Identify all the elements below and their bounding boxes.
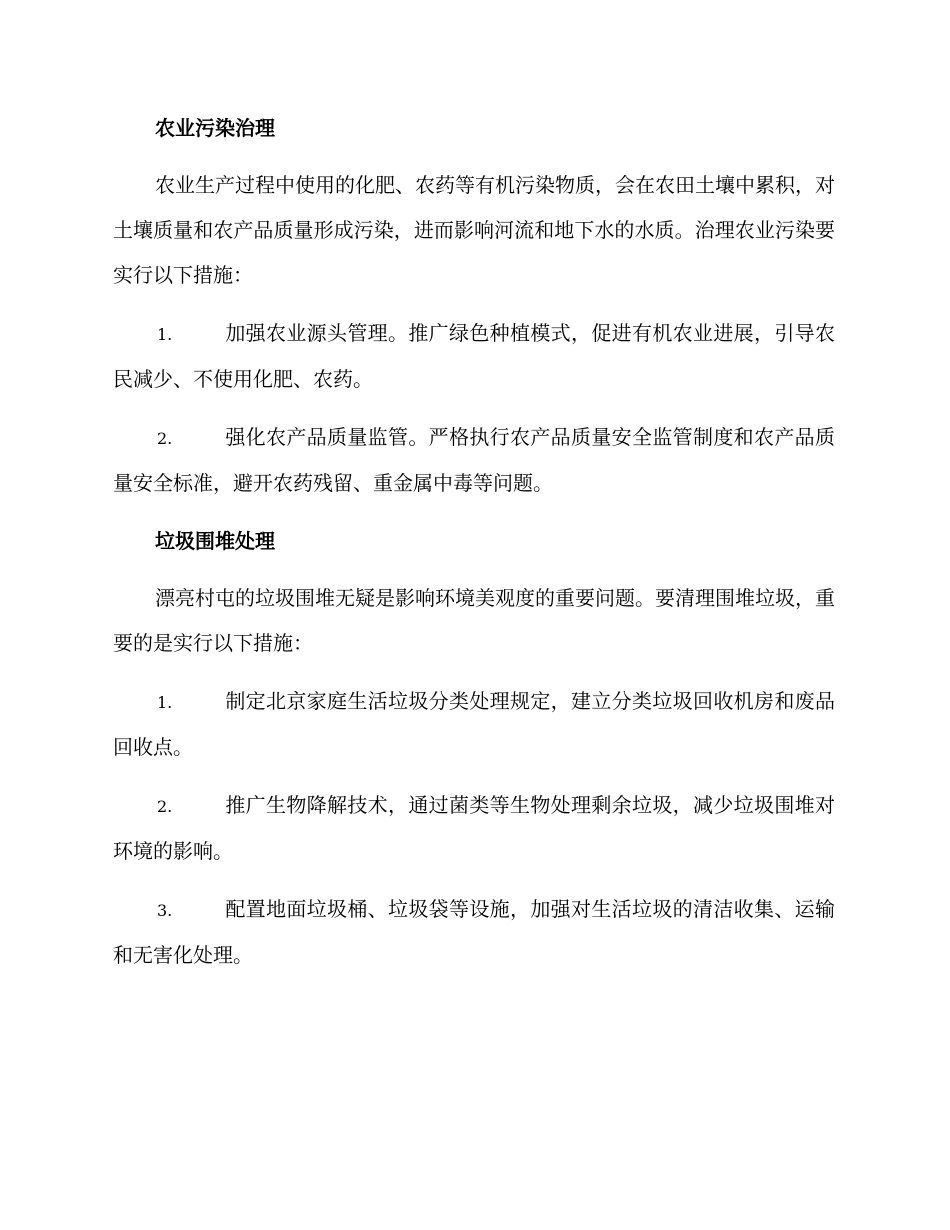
list-item bbox=[113, 887, 835, 978]
list-item-text: 加强农业源头管理。推广绿色种植模式，促进有机农业进展，引导农民减少、不使用化肥、农药。 bbox=[113, 321, 835, 391]
list-item-number: 3. bbox=[157, 901, 173, 920]
list-item-number: 2. bbox=[157, 429, 173, 448]
list-item bbox=[113, 679, 835, 770]
section-intro-paragraph: 漂亮村屯的垃圾围堆无疑是影响环境美观度的重要问题。要清理围堆垃圾，重要的是实行以下措施： bbox=[113, 586, 835, 655]
list-item-text: 推广生物降解技术，通过菌类等生物处理剩余垃圾，减少垃圾围堆对环境的影响。 bbox=[113, 793, 835, 863]
section-intro-paragraph: 农业生产过程中使用的化肥、农药等有机污染物质，会在农田土壤中累积，对土壤质量和农产品质量形成污染，进而影响河流和地下水的水质。治理农业污染要实行以下措施： bbox=[113, 173, 835, 287]
list-item bbox=[113, 311, 835, 402]
list-item-number: 2. bbox=[157, 797, 173, 816]
list-item-number: 1. bbox=[157, 325, 173, 344]
document-body bbox=[113, 106, 835, 991]
list-item-text: 强化农产品质量监管。严格执行农产品质量安全监管制度和农产品质量安全标准，避开农药残留、重金属中毒等问题。 bbox=[113, 425, 835, 495]
list-item-number: 1. bbox=[157, 693, 173, 712]
section-heading-agricultural-pollution: 农业污染治理 bbox=[155, 116, 275, 140]
list-item bbox=[113, 783, 835, 874]
section-heading-garbage-treatment: 垃圾围堆处理 bbox=[155, 529, 275, 553]
list-item bbox=[113, 415, 835, 506]
list-item-text: 配置地面垃圾桶、垃圾袋等设施，加强对生活垃圾的清洁收集、运输和无害化处理。 bbox=[113, 897, 835, 967]
list-item-text: 制定北京家庭生活垃圾分类处理规定，建立分类垃圾回收机房和废品回收点。 bbox=[113, 689, 835, 759]
